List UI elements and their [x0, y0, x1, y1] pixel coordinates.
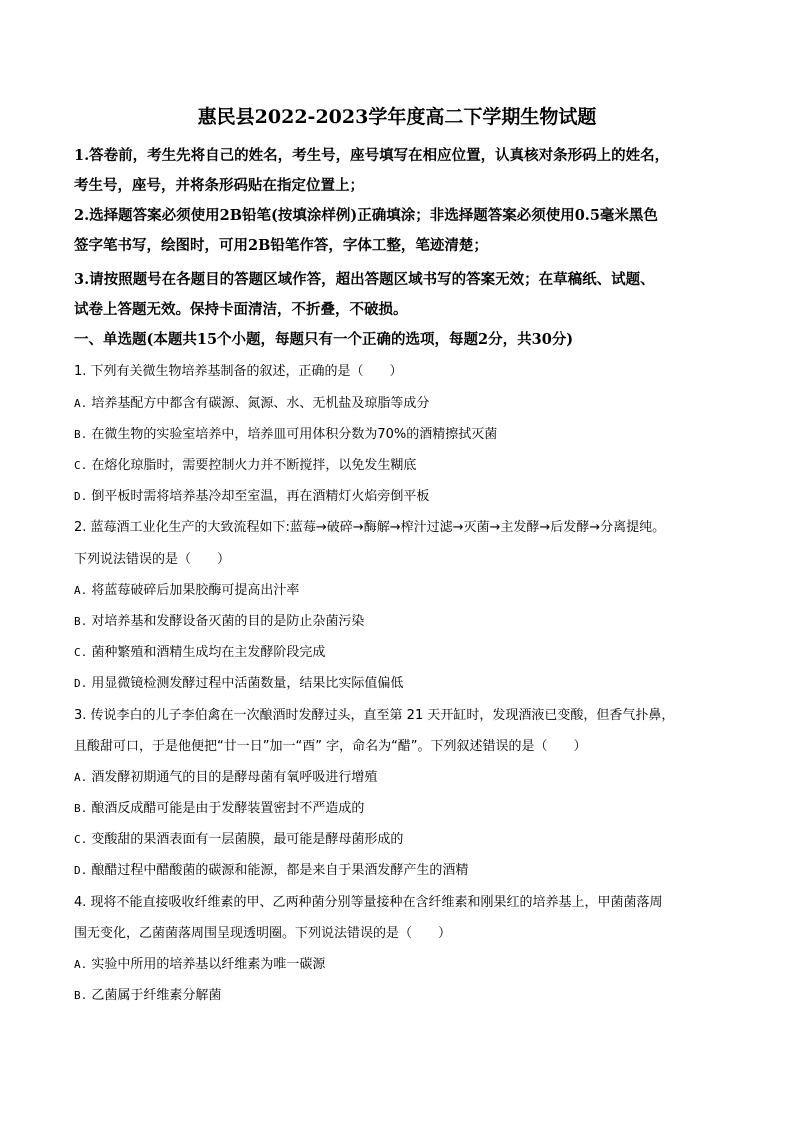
option-text: 菌种繁殖和酒精生成均在主发酵阶段完成	[91, 645, 326, 660]
option-letter: B.	[74, 615, 88, 628]
page-title: 惠民县2022-2023学年度高二下学期生物试题	[197, 106, 597, 128]
option-letter: C.	[74, 646, 88, 659]
option-text: 乙菌属于纤维素分解菌	[91, 988, 222, 1003]
question-3-option-a	[74, 768, 724, 788]
notice-line-4: 签字笔书写，绘图时，可用2B铅笔作答，字体工整，笔迹清楚；	[74, 237, 488, 254]
question-1-option-c	[74, 456, 724, 476]
question-2-stem-line-2: 下列说法错误的是（ ）	[74, 552, 231, 567]
question-4-stem-line-2: 围无变化，乙菌菌落周围呈现透明圈。下列说法错误的是（ ）	[74, 926, 452, 941]
question-3-stem-line-2: 且酸甜可口，于是他便把“廿一日”加一“酉” 字，命名为“醋”。下列叙述错误的是（ ）	[74, 739, 587, 754]
option-letter: A.	[74, 397, 88, 410]
option-letter: A.	[74, 584, 88, 597]
option-text: 将蓝莓破碎后加果胶酶可提高出汁率	[91, 583, 300, 598]
question-1-option-a	[74, 394, 724, 414]
option-text: 在微生物的实验室培养中，培养皿可用体积分数为70%的酒精擦拭灭菌	[91, 427, 498, 442]
option-text: 酒发酵初期通气的目的是酵母菌有氧呼吸进行增殖	[91, 770, 378, 785]
option-letter: D.	[74, 490, 88, 503]
section-heading: 一、单选题(本题共15个小题，每题只有一个正确的选项，每题2分，共30分)	[74, 331, 574, 348]
question-3-option-b	[74, 799, 724, 819]
option-letter: D.	[74, 677, 88, 690]
notice-line-5: 3.请按照题号在各题目的答题区域作答，超出答题区域书写的答案无效；在草稿纸、试题、	[74, 271, 655, 288]
question-1-option-b	[74, 425, 724, 445]
notice-line-2: 考生号，座号，并将条形码贴在指定位置上；	[74, 177, 364, 194]
option-letter: B.	[74, 428, 88, 441]
option-text: 实验中所用的培养基以纤维素为唯一碳源	[91, 957, 326, 972]
option-letter: D.	[74, 864, 88, 877]
question-2-option-b	[74, 612, 724, 632]
option-letter: C.	[74, 833, 88, 846]
option-letter: A.	[74, 771, 88, 784]
question-2-option-d	[74, 674, 724, 694]
option-text: 用显微镜检测发酵过程中活菌数量，结果比实际值偏低	[91, 676, 404, 691]
notice-line-6: 试卷上答题无效。保持卡面清洁，不折叠，不破损。	[74, 301, 408, 318]
option-text: 在熔化琼脂时，需要控制火力并不断搅拌，以免发生糊底	[91, 458, 417, 473]
notice-line-1: 1.答卷前，考生先将自己的姓名，考生号，座号填写在相应位置，认真核对条形码上的姓名，	[74, 147, 670, 164]
option-letter: B.	[74, 989, 88, 1002]
question-3-option-c	[74, 830, 724, 850]
option-text: 对培养基和发酵设备灭菌的目的是防止杂菌污染	[91, 614, 365, 629]
question-4-stem-line-1: 4. 现将不能直接吸收纤维素的甲、乙两种菌分别等量接种在含纤维素和刚果红的培养基上，甲菌菌落周	[74, 895, 663, 910]
question-3-option-d	[74, 861, 724, 881]
question-3-stem-line-1: 3. 传说李白的儿子李伯禽在一次酿酒时发酵过头，直至第 21 天开缸时，发现酒液已变酸，但香气扑鼻，	[74, 708, 675, 723]
question-4-option-b	[74, 986, 724, 1006]
question-4-option-a	[74, 955, 724, 975]
question-1-option-d	[74, 487, 724, 507]
option-text: 培养基配方中都含有碳源、氮源、水、无机盐及琼脂等成分	[91, 396, 430, 411]
question-2-option-a	[74, 581, 724, 601]
question-1-stem: 1. 下列有关微生物培养基制备的叙述，正确的是（ ）	[74, 364, 403, 379]
option-text: 倒平板时需将培养基冷却至室温，再在酒精灯火焰旁倒平板	[91, 489, 430, 504]
option-letter: C.	[74, 459, 88, 472]
notice-line-3: 2.选择题答案必须使用2B铅笔(按填涂样例)正确填涂；非选择题答案必须使用0.5毫米黑色	[74, 207, 658, 224]
question-2-stem-line-1: 2. 蓝莓酒工业化生产的大致流程如下:蓝莓→破碎→酶解→榨汁过滤→灭菌→主发酵→后发酵→分离提纯。	[74, 520, 666, 535]
option-text: 酿醋过程中醋酸菌的碳源和能源，都是来自于果酒发酵产生的酒精	[91, 863, 469, 878]
option-text: 变酸甜的果酒表面有一层菌膜，最可能是酵母菌形成的	[91, 832, 404, 847]
option-letter: B.	[74, 802, 88, 815]
option-text: 酿酒反成醋可能是由于发酵装置密封不严造成的	[91, 801, 365, 816]
question-2-option-c	[74, 643, 724, 663]
option-letter: A.	[74, 958, 88, 971]
